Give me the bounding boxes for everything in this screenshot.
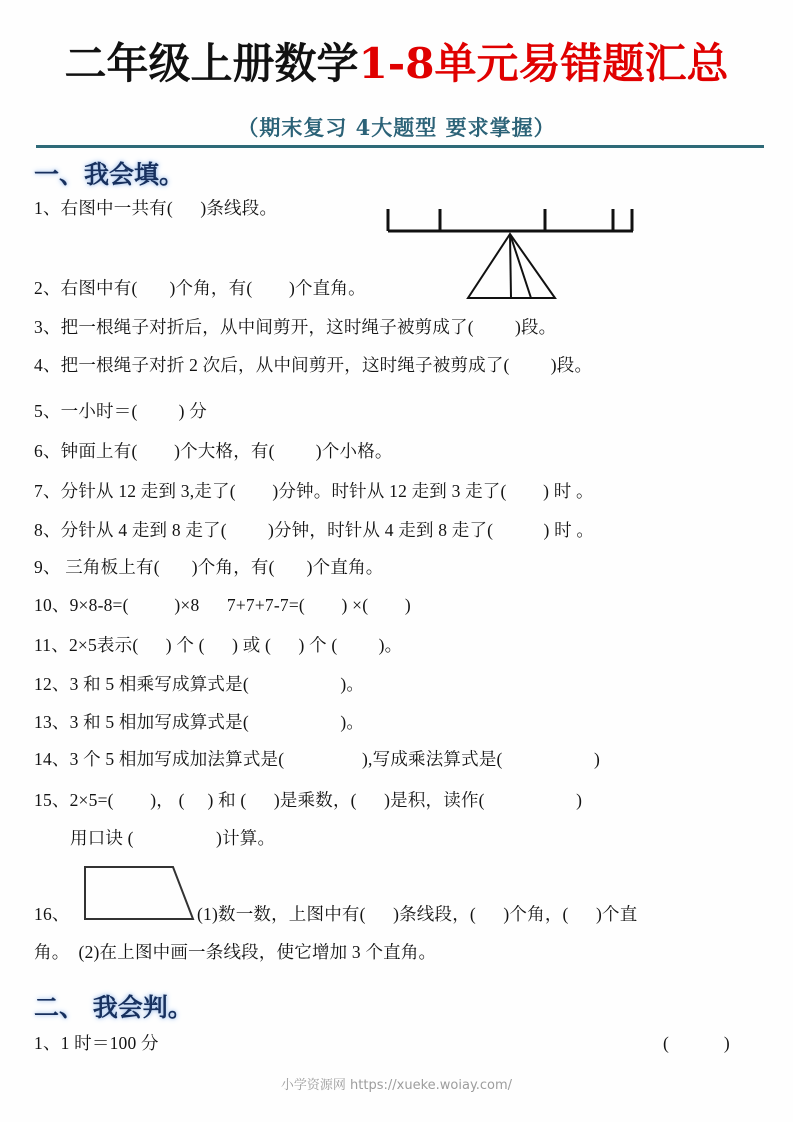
judge-question-1-answer-bracket: ( ) xyxy=(663,1033,730,1053)
question-2: 2、右图中有( )个角，有( )个直角。 xyxy=(34,278,366,298)
question-8: 8、分针从 4 走到 8 走了( )分钟，时针从 4 走到 8 走了( ) 时 。 xyxy=(34,520,595,540)
question-7: 7、分针从 12 走到 3,走了( )分钟。时针从 12 走到 3 走了( ) 时 。 xyxy=(34,481,594,501)
question-13: 13、3 和 5 相加写成算式是( )。 xyxy=(34,712,365,732)
question-15: 15、2×5=( )， ( ) 和 ( )是乘数，( )是积，读作( ) xyxy=(34,790,583,810)
question-5: 5、一小时＝( ) 分 xyxy=(34,401,207,421)
triangle-with-cevians-figure xyxy=(463,230,563,304)
site-watermark: 小学资源网 https://xueke.woiay.com/ xyxy=(280,1078,513,1093)
question-6: 6、钟面上有( )个大格，有( )个小格。 xyxy=(34,441,393,461)
question-16-part2: 角。 (2)在上图中画一条线段，使它增加 3 个直角。 xyxy=(34,942,437,962)
question-15-continued: 用口诀 ( )计算。 xyxy=(70,828,276,848)
page-title-black-part: 二年级上册数学 xyxy=(64,39,359,88)
question-1: 1、右图中一共有( )条线段。 xyxy=(34,198,278,218)
question-14: 14、3 个 5 相加写成加法算式是( ),写成乘法算式是( ) xyxy=(34,749,601,769)
question-9: 9、 三角板上有( )个角，有( )个直角。 xyxy=(34,557,384,577)
question-11: 11、2×5表示( ) 个 ( ) 或 ( ) 个 ( )。 xyxy=(34,635,403,655)
question-3: 3、把一根绳子对折后，从中间剪开，这时绳子被剪成了( )段。 xyxy=(34,317,557,337)
question-16-part1: (1)数一数，上图中有( )条线段，( )个角，( )个直 xyxy=(197,904,638,924)
page-title-red-part: 1-8单元易错题汇总 xyxy=(358,39,729,88)
question-4: 4、把一根绳子对折 2 次后，从中间剪开，这时绳子被剪成了( )段。 xyxy=(34,355,593,375)
header-divider xyxy=(36,145,764,148)
page-title xyxy=(0,38,793,90)
question-16-number: 16、 xyxy=(34,904,70,924)
question-12: 12、3 和 5 相乘写成算式是( )。 xyxy=(34,674,365,694)
section-heading-judge: 二、 我会判。 xyxy=(34,993,193,1022)
judge-question-1: 1、1 时＝100 分 xyxy=(34,1033,159,1053)
question-10: 10、9×8-8=( )×8 7+7+7-7=( ) ×( ) xyxy=(34,595,411,615)
section-heading-fill-in: 一、我会填。 xyxy=(34,160,185,189)
right-trapezoid-figure xyxy=(83,864,199,924)
page-subtitle: （期末复习 4大题型 要求掌握） xyxy=(237,115,556,140)
